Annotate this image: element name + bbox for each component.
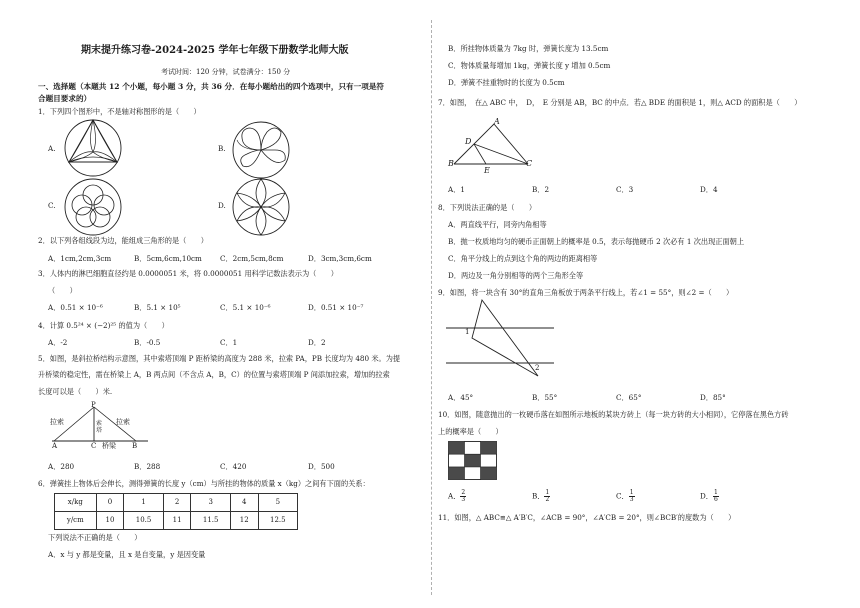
q7-stem: 7．如图， 在△ ABC 中， D， E 分别是 AB，BC 的中点．若△ BDE 的面积是 1，则△ ACD 的面积是（ ） [438,98,802,107]
q10-option-a-label: A． [448,491,461,501]
q4-option-c: C．1 [220,338,238,347]
q5-stem-line2: 升桥梁的稳定性，需在桥梁上 A，B 两点间（不含点 A，B，C）的位置与索塔顶端 P 间添加拉索，增加的拉索 [38,370,390,379]
q5-stem-line3: 长度可以是（ ）米. [38,387,113,396]
q1-figure-c [62,177,124,237]
q2-stem: 2．以下列各组线段为边，能组成三角形的是（ ） [38,236,208,245]
q10-option-d-fraction [713,490,719,503]
q7-label-a: A [494,117,500,126]
q1-option-b: B. [218,144,226,153]
q10-option-b-denominator: 2 [545,496,550,503]
q9-option-c: C．65° [616,393,642,402]
q11-stem: 11．如图，△ ABC≌△ A′B′C，∠ACB = 90°，∠A′CB = 20°，则∠BCB′的度数为（ ） [438,513,736,522]
q9-stem: 9．如图，将一块含有 30°的直角三角板放于两条平行线上，若∠1 = 55°，则∠2 =（ ） [438,288,734,297]
q3-option-c: C．5.1 × 10⁻⁶ [220,303,271,312]
q4-stem: 4．计算 0.5²⁴ × (−2)²⁵ 的值为（ ） [38,321,169,330]
table-cell: 0 [96,494,124,512]
q10-option-a [448,490,466,503]
section-heading-line1: 一、选择题（本题共 12 个小题，每小题 3 分，共 36 分．在每小题给出的四个选项中，只有一项是符 [38,82,385,91]
q5-label-a: A [52,442,58,450]
q10-stem-line1: 10．如图，随意抛出的一枚硬币落在如图所示地板的某块方砖上（每一块方砖的大小相同），它停落在黑色方砖 [438,410,789,419]
q8-option-c: C．角平分线上的点到这个角的两边的距离相等 [448,254,598,263]
q6-option-c: C．物体质量每增加 1kg，弹簧长度 y 增加 0.5cm [448,61,611,70]
q1-figure-d [231,177,291,237]
table-cell: 12.5 [258,512,297,530]
q5-option-a: A．280 [48,462,75,471]
q8-option-d: D．两边及一角分别相等的两个三角形全等 [448,271,584,280]
table-cell: 2 [163,494,191,512]
table-cell: 5 [258,494,297,512]
exam-meta: 考试时间：120 分钟，试卷满分：150 分 [161,68,291,76]
table-row [55,512,298,530]
table-cell: x/kg [55,494,97,512]
table-cell: 1 [124,494,163,512]
q2-option-b: B．5cm,6cm,10cm [134,254,202,263]
q1-stem: 1．下列四个图形中，不是轴对称图形的是（ ） [38,107,201,116]
page-title: 期末提升练习卷-2024-2025 学年七年级下册数学北师大版 [81,45,349,56]
q1-figure-b [231,120,291,180]
q5-option-d: D．500 [308,462,335,471]
q10-stem-line2: 上的概率是（ ） [438,427,503,436]
q10-option-c-label: C． [616,491,629,501]
q10-option-b-label: B． [532,491,545,501]
q3-stem: 3．人体内的淋巴细胞直径约是 0.0000051 米，将 0.0000051 用科学记数法表示为（ ） [38,269,338,278]
section-heading-line2: 合题目要求的） [38,94,92,103]
q2-option-a: A．1cm,2cm,3cm [48,254,112,263]
table-cell: 4 [230,494,258,512]
q10-option-b-fraction [544,490,550,503]
q1-option-a: A. [48,144,56,153]
q1-option-d: D. [218,201,226,210]
q6-stem: 6．弹簧挂上物体后会伸长，测得弹簧的长度 y（cm）与所挂的物体的质量 x（kg）之间有下面的关系： [38,479,370,488]
q9-option-b: B．55° [532,393,558,402]
q10-option-c [616,490,635,503]
q5-label-b: B [132,442,138,450]
q4-option-a: A．-2 [48,338,68,347]
table-cell: 3 [191,494,230,512]
q10-option-b-numerator: 1 [545,489,550,496]
q10-option-d-numerator: 1 [713,489,718,496]
q8-option-a: A．两直线平行，同旁内角相等 [448,220,547,229]
q9-option-d: D．85° [700,393,726,402]
table-cell: 11.5 [191,512,230,530]
q2-option-c: C．2cm,5cm,8cm [220,254,284,263]
q7-label-c: C [526,159,533,168]
q5-label-right-cable: 拉索 [116,418,130,426]
q5-label-bridge: 桥梁 [102,442,116,450]
q9-angle-2: 2 [535,364,540,372]
q5-option-c: C．420 [220,462,247,471]
q10-option-c-denominator: 3 [629,496,634,503]
q2-option-d: D．3cm,3cm,6cm [308,254,372,263]
q3-option-b: B．5.1 × 10⁵ [134,303,181,312]
q6-ask: 下列说法不正确的是（ ） [48,533,142,542]
q10-option-c-fraction [629,490,635,503]
q3-option-a: A．0.51 × 10⁻⁶ [48,303,103,312]
q6-option-d: D．弹簧不挂重物时的长度为 0.5cm [448,78,565,87]
q7-label-b: B [448,159,454,168]
table-cell: 11 [163,512,191,530]
q7-label-d: D [465,137,472,146]
table-cell: 10.5 [124,512,163,530]
q10-floor-tiles-figure [448,441,498,481]
q6-option-b: B．所挂物体质量为 7kg 时，弹簧长度为 13.5cm [448,44,609,53]
q10-option-b [532,490,550,503]
q4-option-d: D．2 [308,338,326,347]
q8-stem: 8．下列说法正确的是（ ） [438,203,537,212]
q5-label-p: P [91,401,96,409]
table-cell: 12 [230,512,258,530]
q7-option-b: B．2 [532,185,550,194]
table-cell: 10 [96,512,124,530]
q7-option-d: D．4 [700,185,718,194]
q7-option-a: A．1 [448,185,465,194]
q1-option-c: C. [48,201,56,210]
q3-paren: （ ） [48,286,77,295]
q7-label-e: E [484,166,490,175]
q10-option-a-numerator: 2 [461,489,466,496]
q10-option-c-numerator: 1 [629,489,634,496]
table-row [55,494,298,512]
q10-option-d [700,490,719,503]
q9-parallel-lines-figure [446,298,556,384]
q1-figure-a [62,118,124,178]
q5-stem-line1: 5．如图，是斜拉桥结构示意图，其中索塔顶端 P 距桥梁的高度为 288 米，拉索 PA，PB 长度均为 480 米。为提 [38,354,401,363]
q5-label-left-cable: 拉索 [50,418,64,426]
q6-option-a: A．x 与 y 都是变量，且 x 是自变量，y 是因变量 [48,550,206,559]
q3-option-d: D．0.51 × 10⁻⁷ [308,303,364,312]
q5-option-b: B．288 [134,462,161,471]
q6-data-table [54,493,298,530]
q4-option-b: B．-0.5 [134,338,161,347]
q10-option-a-denominator: 3 [461,496,466,503]
q10-option-a-fraction [460,490,466,503]
q10-option-d-label: D． [700,491,713,501]
q9-angle-1: 1 [465,328,470,336]
column-divider [431,20,432,595]
q7-option-c: C．3 [616,185,634,194]
q5-label-tower: 索塔 [96,420,103,434]
table-cell: y/cm [55,512,97,530]
q9-option-a: A．45° [448,393,474,402]
q10-option-d-denominator: 6 [713,496,718,503]
q5-label-c: C [91,442,97,450]
q8-option-b: B．抛一枚质地均匀的硬币正面朝上的概率是 0.5，表示每抛硬币 2 次必有 1 次出现正面朝上 [448,237,745,246]
